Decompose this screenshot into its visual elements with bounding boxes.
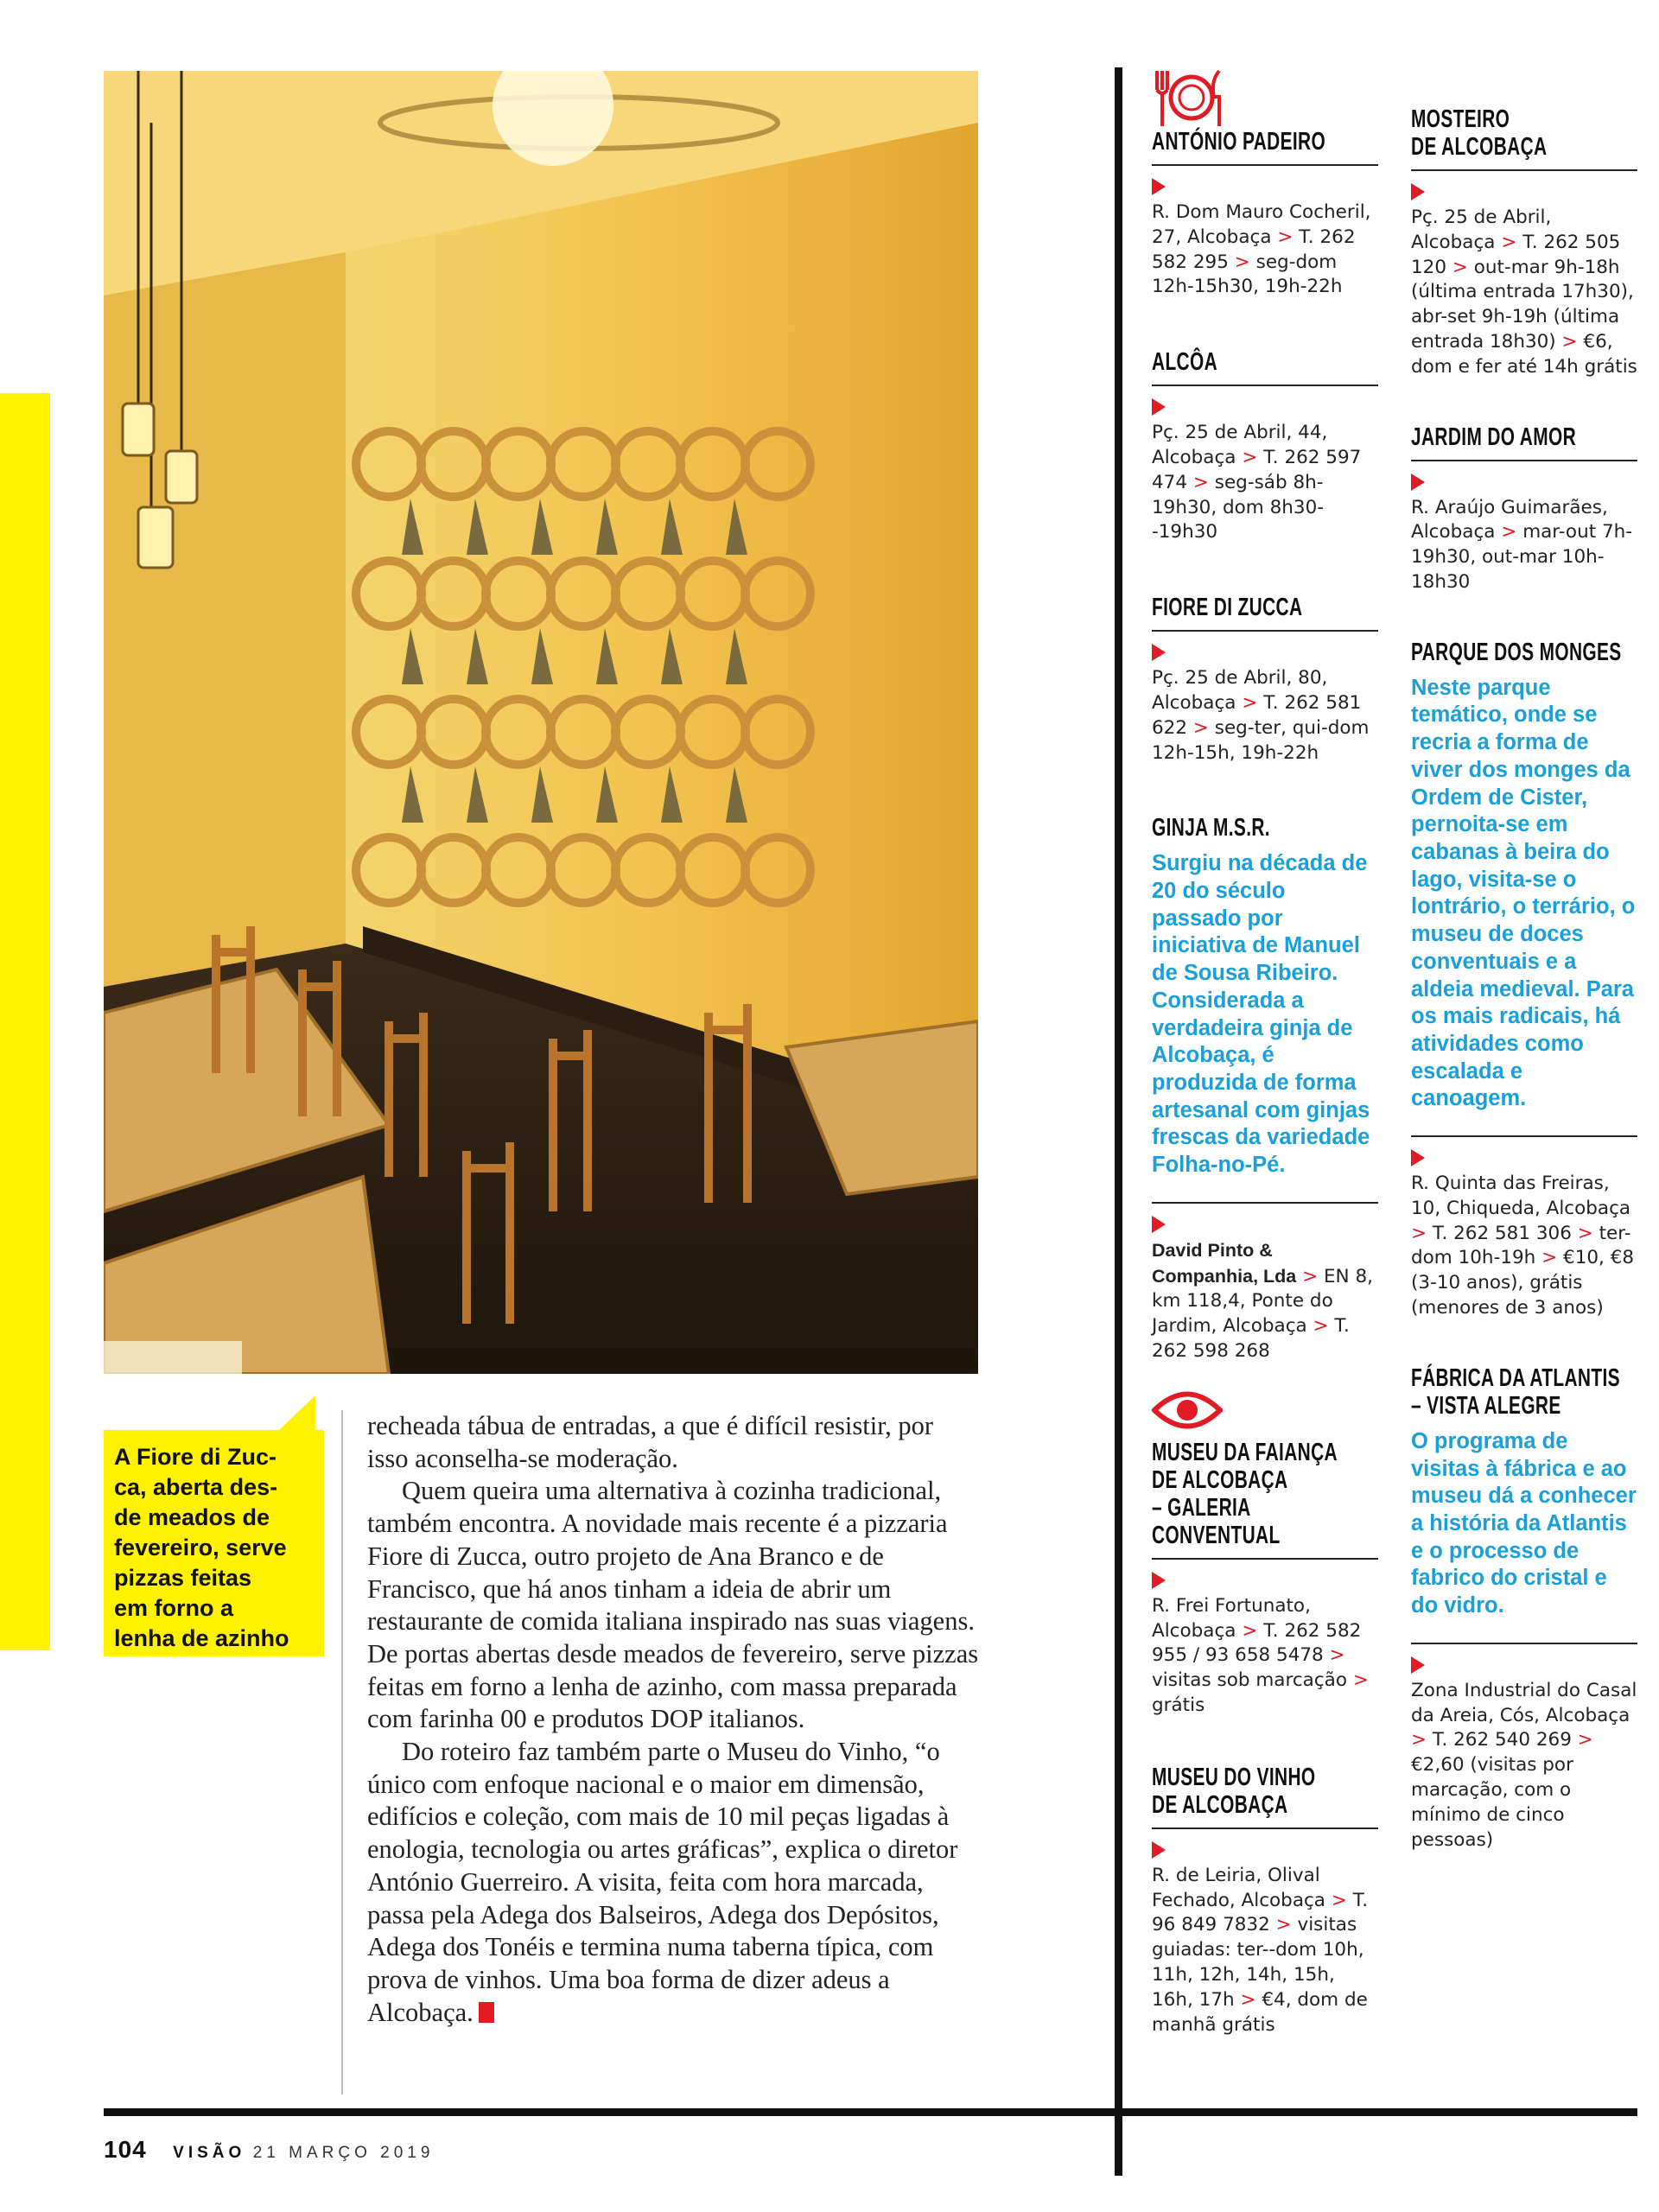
listing-fabrica-atlantis xyxy=(1411,1364,1637,1853)
divider xyxy=(1411,1643,1637,1644)
listing-title: PARQUE DOS MONGES xyxy=(1411,638,1622,666)
end-mark-icon xyxy=(479,2002,494,2023)
listing-info: R. Quinta das Freiras, 10, Chiqueda, Alcobaça > T. 262 581 306 > ter-dom 10h-19h > €10, €8 (3-10 anos), grátis (menores de 3 anos) xyxy=(1411,1173,1635,1319)
listing-mosteiro xyxy=(1411,105,1637,380)
divider xyxy=(1152,630,1378,632)
yellow-margin-bar xyxy=(0,393,50,1650)
column-divider-vertical xyxy=(1115,67,1122,2176)
listing-info: Pç. 25 de Abril, Alcobaça > T. 262 505 120 > out-mar 9h-18h (última entrada 17h30), abr-set 9h-19h (última entrada 18h30) > €6, dom e fer até 14h grátis xyxy=(1411,207,1637,378)
divider xyxy=(1152,385,1378,386)
divider xyxy=(1411,1135,1637,1137)
article-body xyxy=(341,1410,981,2094)
divider xyxy=(1152,1202,1378,1204)
listing-alcoa xyxy=(1152,348,1378,545)
listing-title: FIORE DI ZUCCA xyxy=(1152,594,1303,622)
listing-description: Surgiu na década de 20 do século passado por iniciativa de Manuel de Sousa Ribeiro. Considerada a verdadeira ginja de Alcobaça, é produzida de forma artesanal com ginjas frescas da variedade Folha-no-Pé. xyxy=(1152,851,1370,1178)
arrow-right-icon xyxy=(1152,1841,1166,1859)
divider xyxy=(1152,1827,1378,1829)
photo-caption-box xyxy=(104,1430,324,1656)
restaurant-photo-illustration xyxy=(104,71,978,1374)
listing-info: R. Araújo Guimarães, Alcobaça > mar-out 7h-19h30, out-mar 10h-18h30 xyxy=(1411,496,1633,593)
arrow-right-icon xyxy=(1152,178,1166,195)
listing-title: MUSEU DA FAIANÇA DE ALCOBAÇA – GALERIA CONVENTUAL xyxy=(1152,1438,1338,1549)
body-paragraph-3-text: Do roteiro faz também parte o Museu do Vinho, “o único com enfoque nacional e o maior em dimensão, edifícios e coleção, com mais de 10 mil peças ligadas à enologia, tecnologia ou artes gráficas”, explica o diretor António Guerreiro. A visita, feita com hora marcada, passa pela Adega dos Balseiros, Adega dos Depósitos, Adega dos Tonéis e termina numa taberna típica, com prova de vinhos. Uma boa forma de dizer adeus a Alcobaça. xyxy=(367,1737,958,2027)
photo-caption: A Fiore di Zuc- ca, aberta des- de meados de fevereiro, serve pizzas feitas em forno a lenha de azinho xyxy=(114,1444,289,1651)
page-number: 104 xyxy=(104,2136,147,2163)
listing-ginja-msr xyxy=(1152,814,1378,1363)
listing-info: Zona Industrial do Casal da Areia, Cós, Alcobaça > T. 262 540 269 > €2,60 (visitas por marcação, com o mínimo de cinco pessoas) xyxy=(1411,1679,1637,1851)
listing-info: David Pinto & Companhia, Lda > EN 8, km 118,4, Ponte do Jardim, Alcobaça > T. 262 598 268 xyxy=(1152,1239,1373,1362)
arrow-right-icon xyxy=(1411,474,1425,491)
body-paragraph-2: Quem queira uma alternativa à cozinha tradicional, também encontra. A novidade mais recente é a pizzaria Fiore di Zucca, outro projeto de Ana Branco e de Francisco, que há anos tinham a ideia de abrir um restaurante de comida italiana inspirado nas suas viagens. De portas abertas desde meados de fevereiro, serve pizzas feitas em forno a lenha de azinho, com massa preparada com farinha 00 e produtos DOP italianos. xyxy=(367,1476,979,1734)
listing-title: MOSTEIRO DE ALCOBAÇA xyxy=(1411,105,1548,161)
listing-info: Pç. 25 de Abril, 44, Alcobaça > T. 262 597 474 > seg-sáb 8h-19h30, dom 8h30--19h30 xyxy=(1152,422,1362,543)
eye-icon xyxy=(1152,1387,1378,1439)
listing-title: MUSEU DO VINHO DE ALCOBAÇA xyxy=(1152,1763,1316,1819)
listing-info: R. Frei Fortunato, Alcobaça > T. 262 582 955 / 93 658 5478 > visitas sob marcação > grátis xyxy=(1152,1594,1369,1716)
listing-info: R. Dom Mauro Cocheril, 27, Alcobaça > T. 262 582 295 > seg-dom 12h-15h30, 19h-22h xyxy=(1152,201,1371,298)
listings-column-1 xyxy=(1152,67,1378,2037)
divider xyxy=(1152,164,1378,166)
caption-pointer xyxy=(279,1395,315,1430)
listing-description: O programa de visitas à fábrica e ao museu dá a conhecer a história da Atlantis e o processo de fabrico do cristal e do vidro. xyxy=(1411,1428,1637,1618)
body-paragraph-3 xyxy=(367,1736,981,2029)
arrow-right-icon xyxy=(1411,1149,1425,1166)
listing-museu-faianca xyxy=(1152,1439,1378,1719)
magazine-name: VISÃO xyxy=(173,2144,246,2162)
cutlery-icon xyxy=(1152,67,1378,128)
listing-description: Neste parque temático, onde se recria a forma de viver dos monges da Ordem de Cister, pernoita-se em cabanas à beira do lago, visita-se o lontrário, o terrário, o museu de doces conventuais e a aldeia medieval. Para os mais radicais, há atividades como escalada e canoagem. xyxy=(1411,675,1636,1111)
divider xyxy=(1411,460,1637,461)
restaurant-photo xyxy=(104,71,978,1374)
body-paragraph-1: recheada tábua de entradas, a que é difícil resistir, por isso aconselha-se moderação. xyxy=(367,1411,934,1473)
page-footer xyxy=(104,2136,434,2164)
divider xyxy=(1411,169,1637,171)
listing-title: JARDIM DO AMOR xyxy=(1411,423,1577,451)
listing-fiore-di-zucca xyxy=(1152,594,1378,766)
listing-title: ALCÔA xyxy=(1152,348,1218,377)
issue-date: 21 MARÇO 2019 xyxy=(252,2144,435,2162)
listing-parque-dos-monges xyxy=(1411,639,1637,1321)
arrow-right-icon xyxy=(1152,1572,1166,1589)
listing-info: R. de Leiria, Olival Fechado, Alcobaça > T. 96 849 7832 > visitas guiadas: ter--dom 10h, 11h, 12h, 14h, 15h, 16h, 17h > €4, dom de manhã grátis xyxy=(1152,1864,1369,2036)
arrow-right-icon xyxy=(1152,1216,1166,1233)
listing-antonio-padeiro xyxy=(1152,128,1378,300)
arrow-right-icon xyxy=(1411,183,1425,200)
arrow-right-icon xyxy=(1152,644,1166,661)
listing-info: Pç. 25 de Abril, 80, Alcobaça > T. 262 581 622 > seg-ter, qui-dom 12h-15h, 19h-22h xyxy=(1152,667,1370,764)
divider xyxy=(1152,1558,1378,1560)
listing-museu-vinho xyxy=(1152,1764,1378,2038)
listings-column-2 xyxy=(1411,105,1637,1853)
listing-title: FÁBRICA DA ATLANTIS – VISTA ALEGRE xyxy=(1411,1363,1620,1420)
arrow-right-icon xyxy=(1152,398,1166,416)
listing-title: ANTÓNIO PADEIRO xyxy=(1152,128,1326,156)
listing-title: GINJA M.S.R. xyxy=(1152,814,1270,842)
page-divider-horizontal xyxy=(104,2108,1637,2116)
arrow-right-icon xyxy=(1411,1656,1425,1674)
listing-jardim-do-amor xyxy=(1411,423,1637,595)
